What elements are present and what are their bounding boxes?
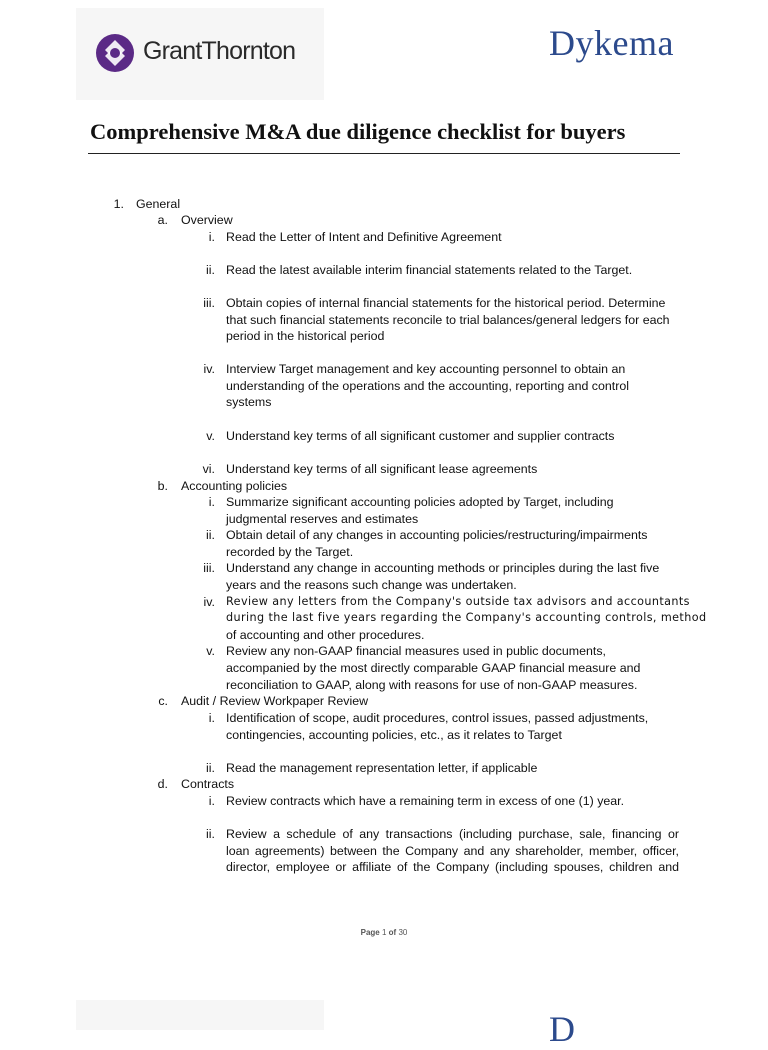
item-text: Understand key terms of all significant customer and supplier contracts: [226, 429, 615, 443]
item-text: Read the management representation letter, if applicable: [226, 761, 538, 775]
document-title: Comprehensive M&A due diligence checklist for buyers: [90, 119, 626, 144]
item-text: systems: [226, 395, 272, 409]
item-text: during the last five years regarding the Company's accounting controls, method: [226, 611, 707, 624]
page-number: 1: [381, 928, 387, 937]
item-marker: iv.: [203, 362, 215, 376]
item-text: Review any non-GAAP financial measures used in public documents,: [226, 644, 606, 658]
item-text: Summarize significant accounting policies adopted by Target, including: [226, 495, 614, 509]
item-marker: v.: [206, 429, 215, 443]
subsection-title: Contracts: [181, 777, 235, 791]
subsection-marker: b.: [157, 479, 168, 493]
item-text: director, employee or affiliate of the Company (including spouses, children and: [226, 860, 679, 874]
subsection-title: Overview: [181, 213, 233, 227]
item-text: Understand key terms of all significant lease agreements: [226, 462, 538, 476]
page-total: 30: [398, 928, 408, 937]
item-marker: i.: [208, 230, 215, 244]
item-text: reconciliation to GAAP, along with reasons for use of non-GAAP measures.: [226, 678, 638, 692]
item-text: accompanied by the most directly comparable GAAP financial measure and: [226, 661, 641, 675]
item-text: Obtain copies of internal financial statements for the historical period. Determine: [226, 296, 666, 310]
subsection-title: Audit / Review Workpaper Review: [181, 694, 369, 708]
grant-thornton-logo-text: GrantThornton: [143, 37, 296, 65]
item-text: Understand any change in accounting methods or principles during the last five: [226, 561, 660, 575]
item-text: period in the historical period: [226, 329, 385, 343]
item-marker: i.: [208, 794, 215, 808]
grant-thornton-logo-icon: [95, 33, 135, 73]
section-marker: 1.: [113, 197, 124, 211]
item-text: recorded by the Target.: [226, 545, 354, 559]
item-marker: iii.: [203, 561, 215, 575]
next-page-dykema-logo: D: [549, 1009, 575, 1049]
item-text: Read the Letter of Intent and Definitive Agreement: [226, 230, 502, 244]
subsection-marker: d.: [157, 777, 168, 791]
item-marker: v.: [206, 644, 215, 658]
item-text: Read the latest available interim financial statements related to the Target.: [226, 263, 633, 277]
item-text: Review contracts which have a remaining term in excess of one (1) year.: [226, 794, 625, 808]
item-text: Identification of scope, audit procedures, control issues, passed adjustments,: [226, 711, 649, 725]
item-marker: iii.: [203, 296, 215, 310]
item-text: of accounting and other procedures.: [226, 628, 425, 642]
section-title: General: [136, 197, 181, 211]
subsection-marker: c.: [158, 694, 168, 708]
of-word: of: [388, 928, 397, 937]
item-marker: vi.: [202, 462, 215, 476]
item-text: contingencies, accounting policies, etc., as it relates to Target: [226, 728, 562, 742]
item-text: understanding of the operations and the accounting, reporting and control: [226, 379, 629, 393]
item-marker: i.: [208, 711, 215, 725]
item-text: Interview Target management and key accounting personnel to obtain an: [226, 362, 626, 376]
page-word: Page: [360, 928, 380, 937]
item-text: judgmental reserves and estimates: [226, 512, 419, 526]
item-marker: ii.: [206, 827, 215, 841]
item-marker: ii.: [206, 263, 215, 277]
subsection-marker: a.: [157, 213, 168, 227]
next-page-logo-area: [76, 1000, 324, 1030]
item-text: Review a schedule of any transactions (including purchase, sale, financing or: [226, 827, 679, 841]
subsection-title: Accounting policies: [181, 479, 288, 493]
item-marker: ii.: [206, 528, 215, 542]
item-text: that such financial statements reconcile to trial balances/general ledgers for each: [226, 313, 670, 327]
item-marker: iv.: [203, 595, 215, 609]
item-marker: i.: [208, 495, 215, 509]
page-footer: [0, 928, 768, 937]
item-marker: ii.: [206, 761, 215, 775]
item-text: Review any letters from the Company's outside tax advisors and accountants: [226, 595, 690, 608]
item-text: loan agreements) between the Company and any shareholder, member, officer,: [226, 844, 679, 858]
dykema-logo-text: Dykema: [549, 23, 674, 63]
item-text: years and the reasons such change was undertaken.: [226, 578, 517, 592]
item-text: Obtain detail of any changes in accounting policies/restructuring/impairments: [226, 528, 648, 542]
title-divider: [88, 153, 680, 154]
